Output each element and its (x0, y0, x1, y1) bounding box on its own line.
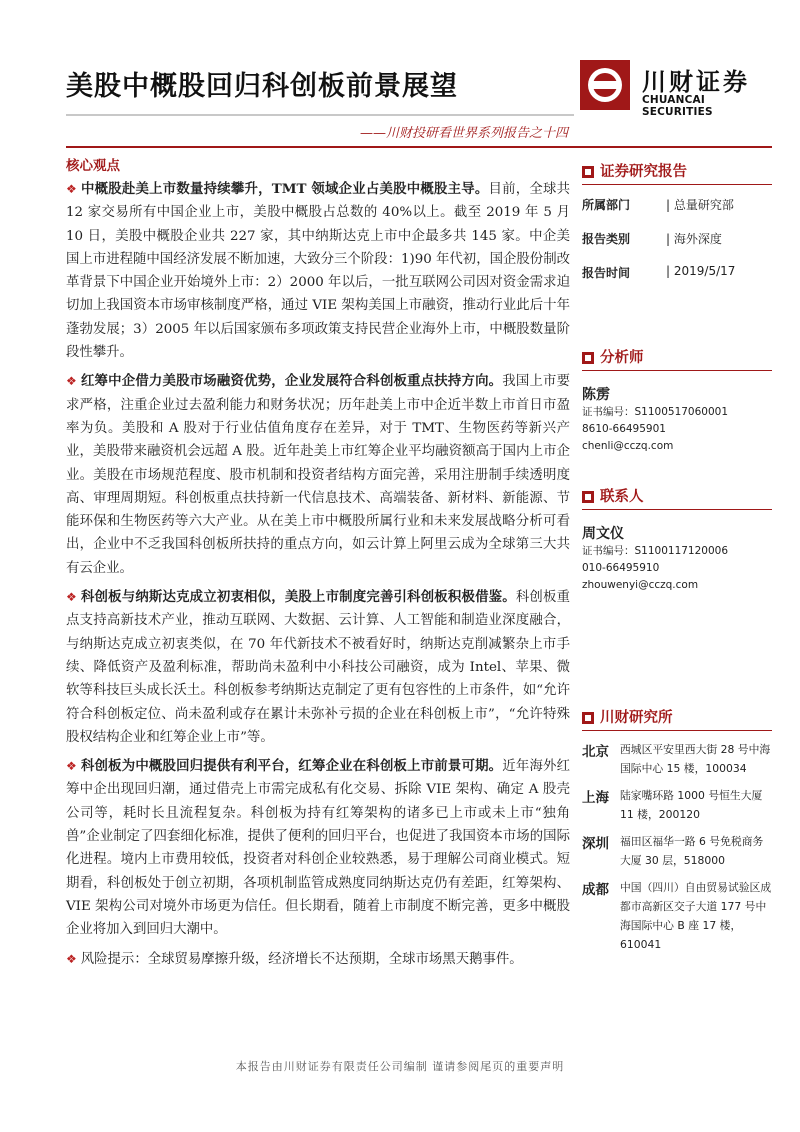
logo-english: CHUANCAI SECURITIES (642, 94, 713, 118)
contact-section-header (582, 485, 772, 509)
report-title: 美股中概股回归科创板前景展望 (66, 71, 458, 102)
viewpoint-body: 我国上市要求严格，注重企业过去盈利能力和财务状况；历年赴美上市中企近半数上市首日市盈率为负。美股和 A 股对于行业估值角度存在差异，对于 TMT、生物医药等新兴产业，美股带来融资机会远超 A 股。近年赴美上市红筹企业平均融资额高于国内上市企业。美股在市场规范程度、股市机制和投资者结构方面完善，采用注册制手续透明度高、审理周期短。科创板重点扶持新一代信息技术、高端装备、新材料、新能源、节能环保和生物医药等六大产业。从在美上市中概股所属行业和未来发展战略分析可看出，企业中不乏我国科创板所扶持的重点方向，如云计算上阿里云成为全球第三大共有云企业。 (66, 374, 571, 576)
analyst-phone: 8610-66495901 (582, 423, 666, 435)
contact-cert: 证书编号：S1100117120006 (582, 545, 729, 557)
info-row-category: 报告类别 | 海外深度 (582, 232, 722, 246)
contact-heading: 联系人 (600, 489, 644, 505)
info-row-date: 报告时间 | 2019/5/17 (582, 264, 736, 280)
section-square-icon (582, 166, 594, 178)
logo-chinese: 川财证券 (642, 68, 750, 96)
viewpoint-lead: 红筹中企借力美股市场融资优势，企业发展符合科创板重点扶持方向。 (80, 373, 503, 390)
viewpoint-paragraph (66, 755, 570, 941)
viewpoint-body: 目前，全球共 12 家交易所有中国企业上市，美股中概股占总数的 40%以上。截至 2019 年 5 月 10 日，美股中概股企业共 227 家，其中纳斯达克上市中企最多共 145 家。中企美国上市进程随中国经济发展不断加速，大致分三个阶段：1)90 年代初，国企股份制改革背景下中国企业开始境外上市：2）2000 年以后，一批互联网公司因对资金需求迫切加上我国资本市场审核制度严格，通过 VIE 架构美国上市融资，推动行业此后十年蓬勃发展；3）2005 年以后国家颁布多项政策支持民营企业海外上市，中概股数量阶段性攀升。 (66, 182, 570, 361)
core-viewpoints (66, 178, 570, 977)
viewpoint-paragraph (66, 178, 570, 364)
diamond-bullet-icon: ❖ (66, 951, 77, 966)
viewpoint-body: 科创板重点支持高新技术产业，推动互联网、大数据、云计算、人工智能和制造业深度融合，与纳斯达克成立初衷类似，在 70 年代新技术不被看好时，纳斯达克削减繁杂上市手续、降低资产及盈利标准，帮助尚未盈利中小科技公司融资，成为 Intel、苹果、微软等科技巨头成长沃土。科创板参考纳斯达克制定了更有包容性的上市条件，如“允许符合科创板定位、尚未盈利或存在累计未弥补亏损的企业在科创板上市”，“允许特殊股权结构企业和红筹企业上市”等。 (66, 590, 571, 745)
city-shanghai: 上海 陆家嘴环路 1000 号恒生大厦 11 楼，200120 (582, 789, 763, 821)
section-divider (66, 146, 772, 148)
series-subtitle: ——川财投研看世界系列报告之十四 (359, 126, 568, 141)
city-chengdu: 成都 中国（四川）自由贸易试验区成都市高新区交子大道 177 号中海国际中心 B 座 17 楼，610041 (582, 881, 772, 951)
contact-email[interactable]: zhouwenyi@cczq.com (582, 579, 699, 591)
diamond-bullet-icon: ❖ (66, 759, 77, 774)
risk-text: 风险提示：全球贸易摩擦升级，经济增长不达预期，全球市场黑天鹅事件。 (80, 951, 523, 967)
section-square-icon (582, 491, 594, 503)
company-logo (580, 60, 770, 116)
viewpoint-paragraph (66, 586, 570, 749)
sidebar (582, 160, 772, 954)
logo-mark-icon (580, 60, 630, 110)
institute-heading: 川财研究所 (600, 710, 673, 726)
contact-phone: 010-66495910 (582, 562, 660, 574)
viewpoint-lead: 中概股赴美上市数量持续攀升，TMT 领域企业占美股中概股主导。 (81, 181, 489, 197)
viewpoint-paragraph (66, 370, 570, 580)
viewpoint-lead: 科创板为中概股回归提供有利平台，红筹企业在科创板上市前景可期。 (80, 758, 503, 775)
risk-paragraph (66, 948, 570, 971)
diamond-bullet-icon: ❖ (66, 590, 77, 605)
diamond-bullet-icon: ❖ (66, 374, 77, 389)
section-square-icon (582, 352, 594, 364)
diamond-bullet-icon: ❖ (66, 182, 77, 196)
contact-name: 周文仪 (582, 526, 624, 542)
city-shenzhen: 深圳 福田区福华一路 6 号免税商务大厦 30 层，518000 (582, 835, 764, 867)
info-row-department: 所属部门 | 总量研究部 (582, 198, 734, 212)
viewpoint-lead: 科创板与纳斯达克成立初衷相似，美股上市制度完善引科创板积极借鉴。 (80, 589, 516, 606)
page-footer: 本报告由川财证券有限责任公司编制 谨请参阅尾页的重要声明 (235, 1060, 565, 1073)
viewpoint-body: 近年海外红筹中企出现回归潮，通过借壳上市需完成私有化交易、拆除 VIE 架构、确定 A 股壳公司等，耗时长且流程复杂。科创板为持有红筹架构的诸多已上市或未上市“独角兽”企业制定了四套细化标准，提供了便利的回归平台，也促进了我国资本市场的国际化进程。境内上市费用较低，投资者对科创企业较熟悉，易于理解公司商业模式。短期看，科创板处于创立初期，各项机制监管成熟度同纳斯达克仍有差距，红筹架构、VIE 架构公司对境外市场更为信任。但长期看，随着上市制度不断完善，更多中概股企业将加入到回归大潮中。 (66, 759, 571, 938)
report-heading: 证券研究报告 (600, 164, 687, 180)
analyst-section-header (582, 346, 772, 370)
institute-section-header (582, 706, 772, 730)
analyst-cert: 证书编号：S1100517060001 (582, 406, 729, 418)
title-rule (66, 114, 574, 116)
analyst-email[interactable]: chenli@cczq.com (582, 440, 674, 452)
analyst-name: 陈雳 (582, 387, 610, 403)
core-heading: 核心观点 (66, 158, 120, 174)
analyst-heading: 分析师 (600, 350, 644, 366)
city-beijing: 北京 西城区平安里西大街 28 号中海国际中心 15 楼，100034 (582, 743, 771, 775)
section-square-icon (582, 712, 594, 724)
report-section-header (582, 160, 772, 184)
